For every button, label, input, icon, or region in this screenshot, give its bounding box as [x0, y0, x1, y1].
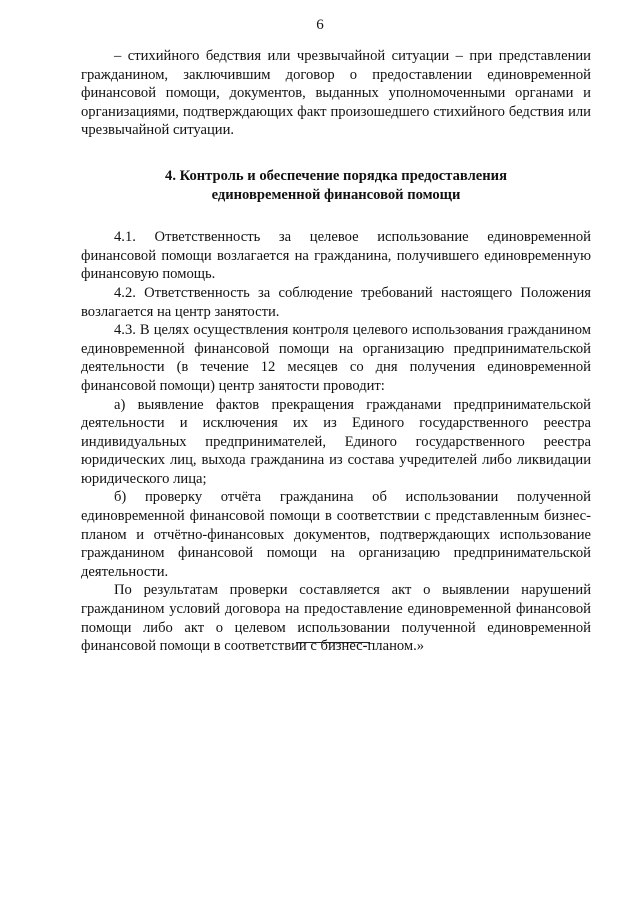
document-body	[81, 47, 591, 656]
intro-paragraph: – стихийного бедствия или чрезвычайной ситуации – при представлении гражданином, заключившим договор о предоставлении единовременной финансовой помощи, документов, выданных уполномоченными органами и организациями, подтверждающих факт произошедшего стихийного бедствия или чрезвычайной ситуации.	[81, 48, 591, 139]
list-item-a: а) выявление фактов прекращения гражданами предпринимательской деятельности и исключения их из Единого государственного реестра индивидуальных предпринимателей, Единого государственного реестра юридических лиц, выхода гражданина из состава учредителей либо ликвидации юридического лица;	[81, 396, 591, 487]
conclusion-paragraph: По результатам проверки составляется акт о выявлении нарушений гражданином условий договора на предоставление единовременной финансовой помощи либо акт о целевом использовании полученной единовременной финансовой помощи в соответствии с бизнес-планом.»	[81, 582, 591, 655]
section-heading-line-1: 4. Контроль и обеспечение порядка предоставления	[165, 167, 507, 184]
list-item-b: б) проверку отчёта гражданина об использовании полученной единовременной финансовой помощи в соответствии с представленным бизнес-планом и отчётно-финансовых документов, подтверждающих использование гражданином финансовой помощи на организацию предпринимательской деятельности.	[81, 489, 591, 580]
paragraph-4-2: 4.2. Ответственность за соблюдение требований настоящего Положения возлагается на центр занятости.	[81, 284, 591, 320]
end-divider	[296, 642, 370, 643]
page-number: 6	[316, 17, 324, 33]
paragraph-4-1: 4.1. Ответственность за целевое использование единовременной финансовой помощи возлагается на гражданина, получившего единовременную финансовую помощь.	[81, 229, 591, 283]
section-heading-line-2: единовременной финансовой помощи	[211, 186, 461, 203]
section-heading	[81, 167, 591, 204]
paragraph-4-3: 4.3. В целях осуществления контроля целевого использования гражданином единовременной финансовой помощи на организацию предпринимательской деятельности (в течение 12 месяцев со дня получения единовременной финансовой помощи) центр занятости проводит:	[81, 322, 591, 394]
